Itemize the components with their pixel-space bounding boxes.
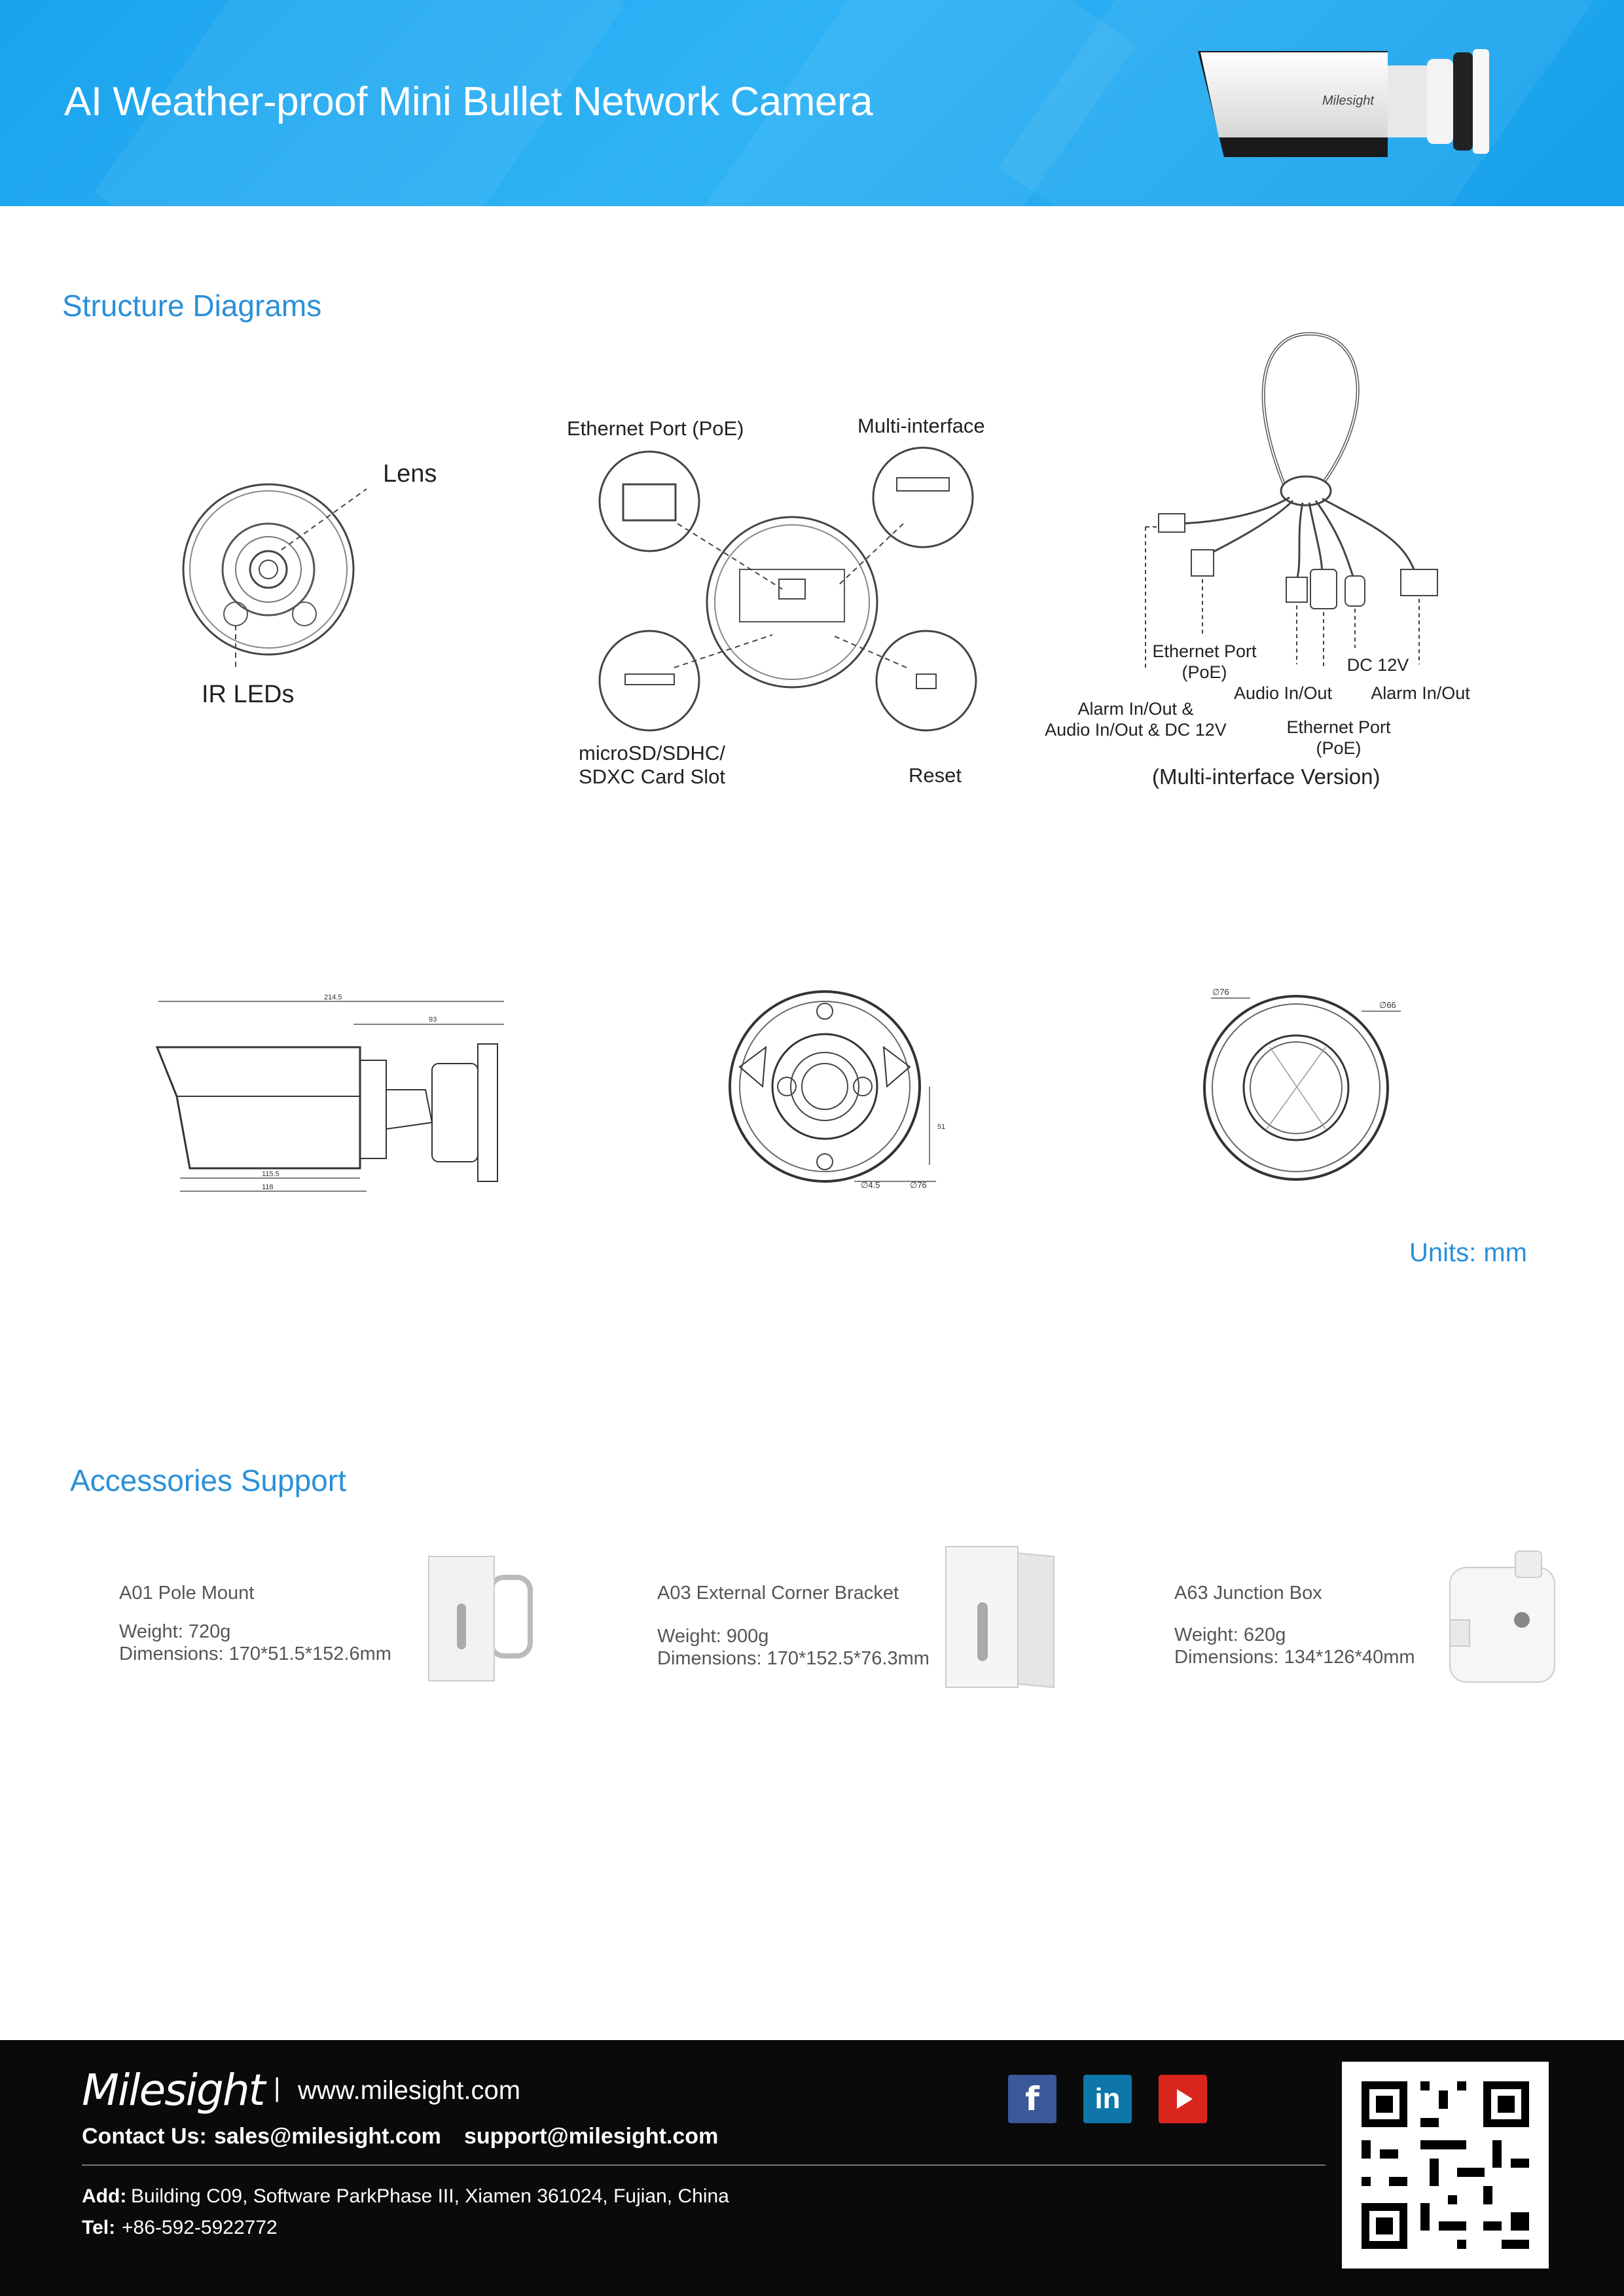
facebook-icon[interactable]: f: [1008, 2075, 1056, 2123]
qr-code: [1342, 2062, 1549, 2269]
footer-separator: |: [274, 2073, 281, 2102]
sales-email-link[interactable]: sales@milesight.com: [214, 2124, 441, 2149]
ethernet-port-label: Ethernet Port (PoE): [567, 417, 744, 440]
cable-ethernet-label-1: Ethernet Port (PoE): [1152, 641, 1257, 682]
address-label: Add:: [82, 2185, 127, 2207]
accessory-3-dimensions: Dimensions: 134*126*40mm: [1174, 1647, 1415, 1668]
cable-alarm-combo-label: Alarm In/Out & Audio In/Out & DC 12V: [1045, 699, 1227, 740]
footer-divider: [82, 2164, 1326, 2166]
dim-back-outer: ∅76: [1212, 987, 1229, 997]
pole-mount-image: [425, 1551, 543, 1689]
card-slot-label-line1: microSD/SDHC/: [579, 742, 725, 764]
accessories-title: Accessories Support: [70, 1463, 346, 1498]
accessory-1-dimensions: Dimensions: 170*51.5*152.6mm: [119, 1643, 391, 1664]
structure-diagrams-title: Structure Diagrams: [62, 289, 322, 323]
reset-label: Reset: [909, 764, 962, 787]
dim-front-diameter: ∅76: [910, 1180, 927, 1190]
front-view-diagram: [170, 458, 367, 668]
linkedin-icon[interactable]: in: [1083, 2075, 1132, 2123]
footer-brand-logo: Milesight: [82, 2065, 264, 2115]
accessory-2-dimensions: Dimensions: 170*152.5*76.3mm: [657, 1648, 929, 1669]
accessory-2-name: A03 External Corner Bracket: [657, 1583, 899, 1604]
dim-back-inner: ∅66: [1379, 1000, 1396, 1010]
camera-product-image: [1191, 39, 1532, 170]
ir-leds-label: IR LEDs: [202, 681, 295, 708]
accessory-1-name: A01 Pole Mount: [119, 1583, 255, 1604]
accessory-1-weight: Weight: 720g: [119, 1621, 231, 1642]
cable-dc-label: DC 12V: [1346, 655, 1409, 675]
cable-interface-diagram: [1126, 327, 1492, 668]
side-dimension-drawing: [151, 992, 517, 1201]
interface-view-diagram: [589, 439, 995, 740]
dim-body2: 118: [262, 1183, 274, 1191]
address-text: Building C09, Software ParkPhase III, Xiamen 361024, Fujian, China: [131, 2185, 729, 2207]
youtube-icon[interactable]: [1159, 2075, 1207, 2123]
cable-audio-label: Audio In/Out: [1233, 683, 1333, 703]
dim-body1: 115.5: [262, 1170, 280, 1178]
lens-label: Lens: [383, 460, 437, 488]
tel-number: +86-592-5922772: [122, 2217, 278, 2238]
accessory-2-weight: Weight: 900g: [657, 1626, 769, 1647]
dim-height: 51: [937, 1123, 946, 1131]
cable-caption: (Multi-interface Version): [1152, 764, 1380, 789]
dim-mount: 93: [429, 1016, 437, 1024]
support-email-link[interactable]: support@milesight.com: [464, 2124, 719, 2149]
tel-label: Tel:: [82, 2217, 116, 2238]
units-label: Units: mm: [1409, 1238, 1527, 1267]
accessory-3-name: A63 Junction Box: [1174, 1583, 1322, 1604]
back-dimension-drawing: [1198, 982, 1414, 1191]
footer-website-link[interactable]: www.milesight.com: [298, 2076, 521, 2105]
junction-box-image: [1447, 1548, 1558, 1705]
page-title: AI Weather-proof Mini Bullet Network Camera: [64, 79, 873, 124]
cable-ethernet-label-2: Ethernet Port (PoE): [1286, 717, 1391, 758]
multi-interface-label: Multi-interface: [857, 414, 985, 437]
contact-label: Contact Us:: [82, 2124, 207, 2149]
corner-bracket-image: [943, 1543, 1060, 1700]
accessory-3-weight: Weight: 620g: [1174, 1624, 1286, 1645]
camera-logo: Milesight: [1322, 94, 1374, 108]
dim-hole: ∅4.5: [861, 1180, 880, 1190]
dim-total: 214.5: [324, 994, 342, 1001]
card-slot-label-line2: SDXC Card Slot: [579, 765, 725, 788]
cable-alarm-label: Alarm In/Out: [1371, 683, 1470, 703]
front-dimension-drawing: [727, 988, 962, 1198]
